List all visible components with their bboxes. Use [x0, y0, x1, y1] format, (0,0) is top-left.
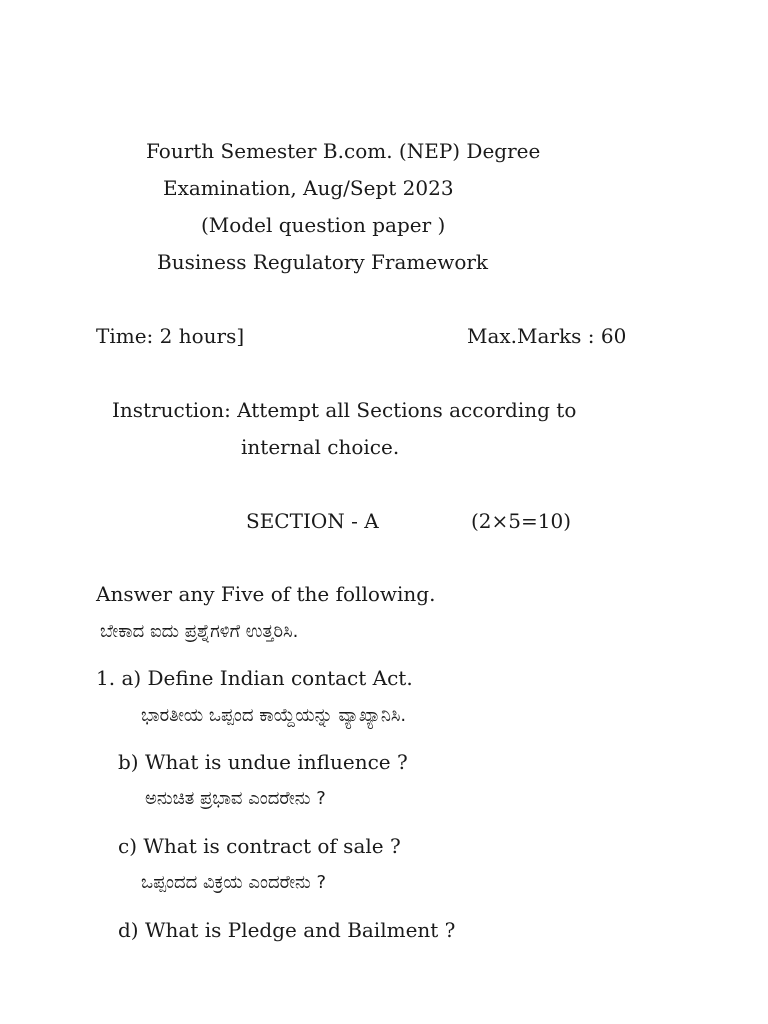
- question-1c-kannada: ಒಪ್ಪಂದದ ವಿಕ್ರಯ ಎಂದರೇನು ?: [141, 872, 327, 893]
- section-marks: (2×5=10): [471, 509, 572, 533]
- header-model-paper: (Model question paper ): [201, 213, 446, 237]
- section-title: SECTION - A: [246, 509, 379, 533]
- directions-english: Answer any Five of the following.: [96, 582, 436, 606]
- header-examination: Examination, Aug/Sept 2023: [163, 176, 454, 200]
- question-1b-kannada: ಅನುಚಿತ ಪ್ರಭಾವ ಎಂದರೇನು ?: [145, 788, 326, 809]
- question-1c-english: c) What is contract of sale ?: [118, 834, 401, 858]
- question-1a-english: 1. a) Define Indian contact Act.: [96, 666, 413, 690]
- max-marks-label: Max.Marks : 60: [467, 324, 627, 348]
- question-1d-english: d) What is Pledge and Bailment ?: [118, 918, 456, 942]
- header-subject: Business Regulatory Framework: [157, 250, 489, 274]
- question-1a-kannada: ಭಾರತೀಯ ಒಪ್ಪಂದ ಕಾಯ್ದೆಯನ್ನು ವ್ಯಾಖ್ಯಾನಿಸಿ.: [141, 705, 407, 726]
- instruction-line-2: internal choice.: [241, 435, 400, 459]
- question-1b-english: b) What is undue influence ?: [118, 750, 408, 774]
- instruction-line-1: Instruction: Attempt all Sections according to: [112, 398, 577, 422]
- header-degree: Fourth Semester B.com. (NEP) Degree: [146, 139, 541, 163]
- directions-kannada: ಬೇಕಾದ ಐದು ಪ್ರಶ್ನೆಗಳಿಗೆ ಉತ್ತರಿಸಿ.: [100, 621, 299, 642]
- time-label: Time: 2 hours]: [96, 324, 245, 348]
